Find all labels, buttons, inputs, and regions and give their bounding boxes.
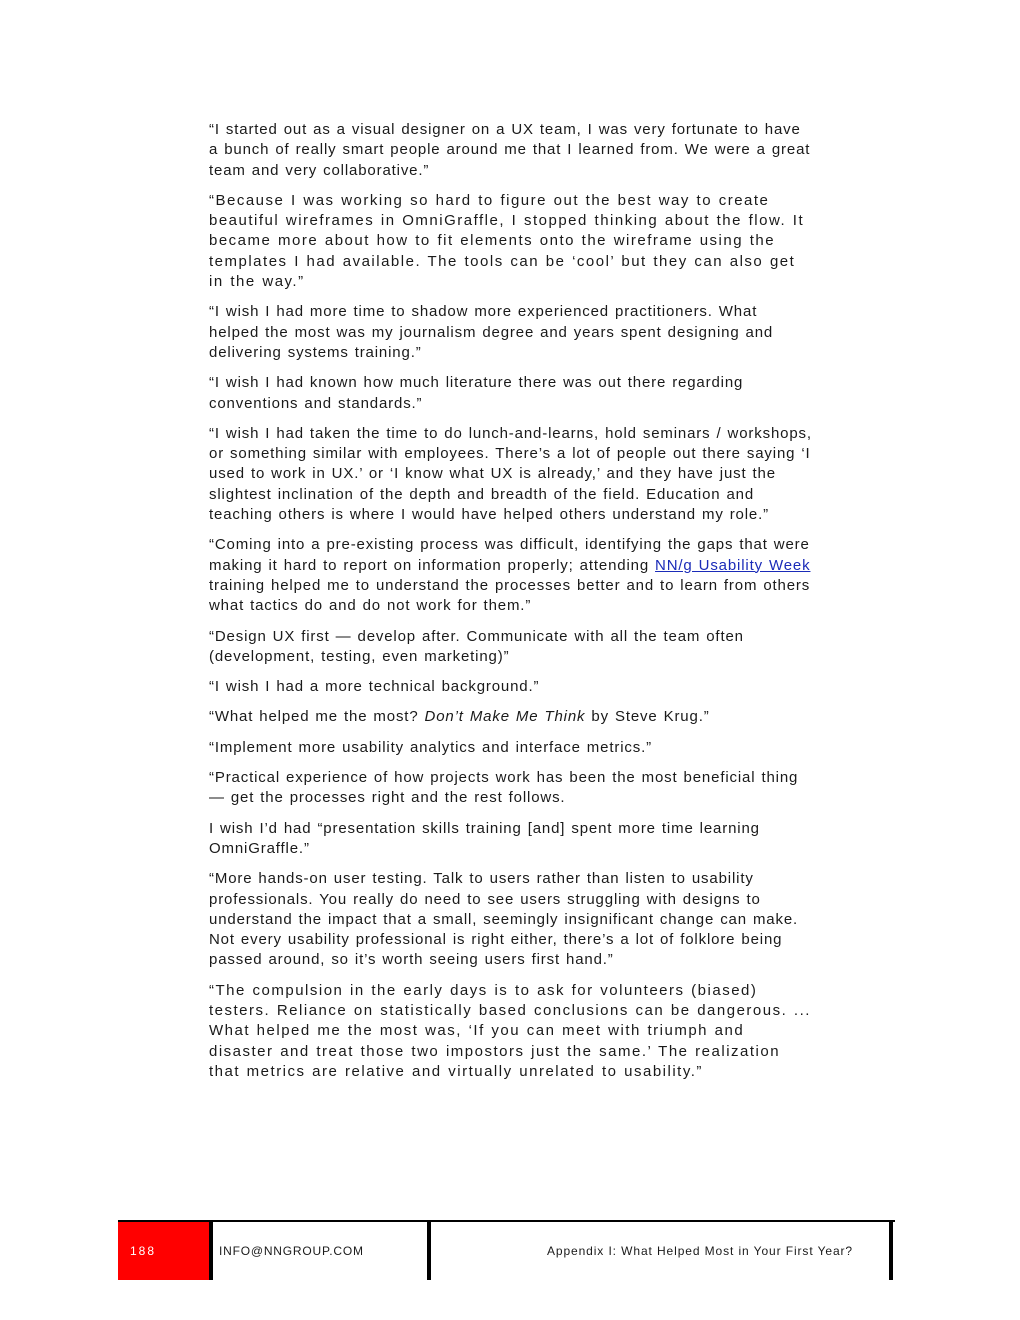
footer-divider	[427, 1222, 431, 1280]
footer-divider	[209, 1222, 213, 1280]
quote-text: “Coming into a pre-existing process was difficult, identifying the gaps that were making it hard to report on information properly; attending	[209, 536, 810, 574]
quote-paragraph	[209, 535, 813, 616]
quote-paragraph: “More hands-on user testing. Talk to users rather than listen to usability professionals. You really do need to see users struggling with designs to understand the impact that a small, seemingly insignificant change can make. Not every usability professional is right either, there’s a lot of folklore being passed around, so it’s worth seeing users first hand.”	[209, 870, 799, 969]
page-number-box	[118, 1222, 209, 1280]
quote-paragraph: “I wish I had known how much literature there was out there regarding conventions and standards.”	[209, 374, 744, 412]
quote-paragraph: “I wish I had a more technical background.”	[209, 678, 540, 696]
quote-paragraph: “Design UX first — develop after. Communicate with all the team often (development, testing, even marketing)”	[209, 627, 744, 665]
page-footer	[118, 1220, 895, 1282]
quote-paragraph: “Practical experience of how projects work has been the most beneficial thing — get the processes right and the rest follows.	[209, 769, 799, 807]
footer-divider	[889, 1222, 893, 1280]
footer-email: INFO@NNGROUP.COM	[219, 1244, 364, 1258]
quote-paragraph	[209, 707, 813, 727]
footer-section-title: Appendix I: What Helped Most in Your First Year?	[546, 1244, 853, 1258]
book-title: Don’t Make Me Think	[424, 708, 586, 726]
quote-paragraph: “Implement more usability analytics and interface metrics.”	[209, 738, 652, 756]
quote-text: by Steve Krug.”	[585, 708, 710, 726]
quote-paragraph: “I wish I had taken the time to do lunch-and-learns, hold seminars / workshops, or something similar with employees. There’s a lot of people out there saying ‘I used to work in UX.’ or ‘I know what UX is already,’ and they have just the slightest inclination of the depth and breadth of the field. Education and teaching others is where I would have helped others understand my role.”	[209, 424, 812, 524]
usability-week-link[interactable]: NN/g Usability Week	[655, 556, 811, 574]
quote-paragraph: “I started out as a visual designer on a UX team, I was very fortunate to have a bunch of really smart people around me that I learned from. We were a great team and very collaborative.”	[209, 121, 811, 179]
quote-paragraph: I wish I’d had “presentation skills training [and] spent more time learning OmniGraffle.”	[209, 819, 760, 857]
quote-text: training helped me to understand the processes better and to learn from others what tactics do and do not work for them.”	[209, 576, 811, 615]
quote-paragraph: “I wish I had more time to shadow more experienced practitioners. What helped the most was my journalism degree and years spent designing and delivering systems training.”	[209, 303, 774, 361]
quote-paragraph: “Because I was working so hard to figure out the best way to create beautiful wireframes in OmniGraffle, I stopped thinking about the flow. It became more about how to fit elements onto the wireframe using the templates I had available. The tools can be ‘cool’ but they can also get in the way.”	[209, 191, 805, 291]
quote-paragraph: “The compulsion in the early days is to ask for volunteers (biased) testers. Reliance on statistically based conclusions can be dangerous. ... What helped me the most was, ‘If you can meet with triumph and disaster and treat those two impostors just the same.’ The realization that metrics are relative and virtually unrelated to usability.”	[209, 981, 811, 1080]
quote-text: “What helped me the most?	[209, 708, 425, 726]
page-number: 188	[130, 1244, 157, 1258]
quotes-column	[209, 120, 813, 1092]
